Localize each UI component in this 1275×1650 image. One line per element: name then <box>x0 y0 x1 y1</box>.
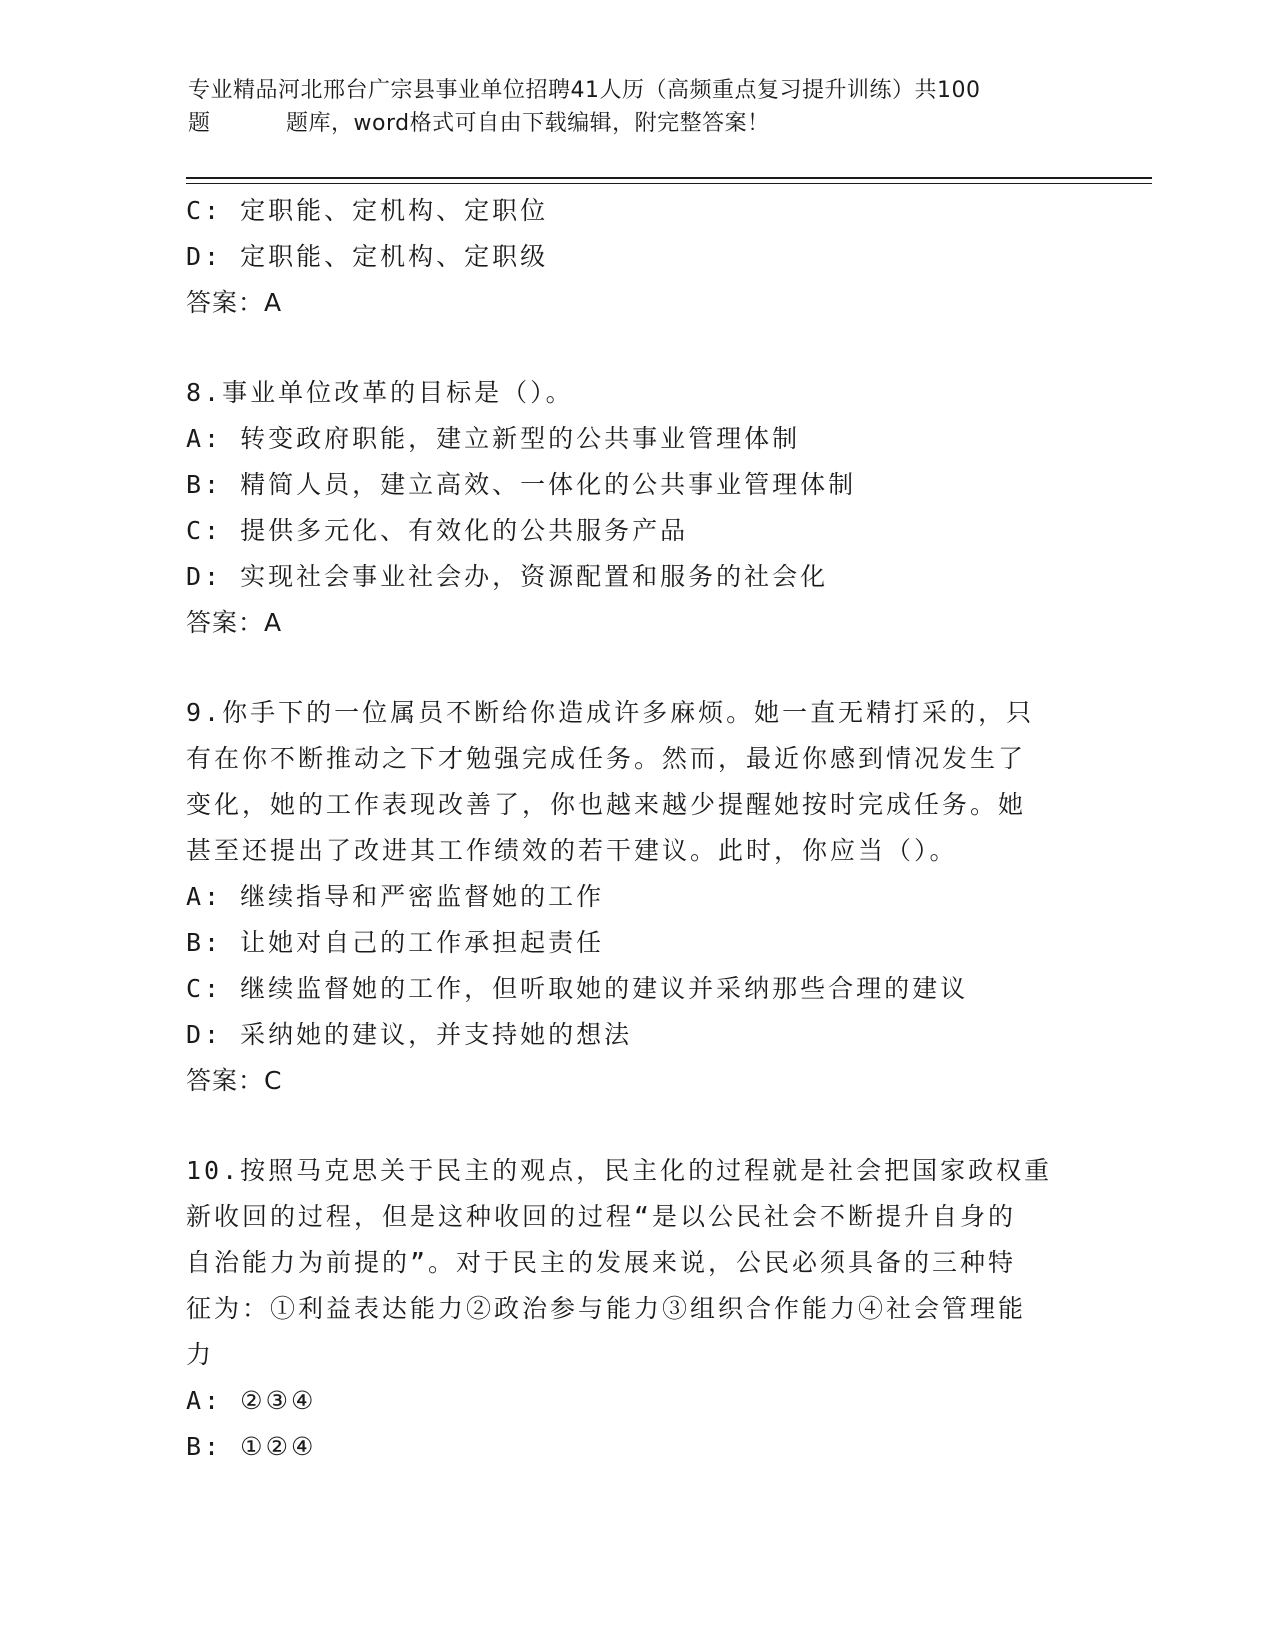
header-rule-thick <box>186 177 1152 179</box>
option-c: C: 提供多元化、有效化的公共服务产品 <box>186 516 689 545</box>
header-line-2-lead: 题 <box>188 111 211 136</box>
option-b: B: 精简人员，建立高效、一体化的公共事业管理体制 <box>186 470 857 499</box>
question-stem-line: 征为：①利益表达能力②政治参与能力③组织合作能力④社会管理能 <box>186 1294 1027 1323</box>
option-a: A: ②③④ <box>186 1386 317 1415</box>
option-c: C: 继续监督她的工作，但听取她的建议并采纳那些合理的建议 <box>186 974 969 1003</box>
question-stem-line: 甚至还提出了改进其工作绩效的若干建议。此时，你应当（）。 <box>186 836 958 865</box>
option-a: A: 转变政府职能，建立新型的公共事业管理体制 <box>186 424 801 453</box>
question-9 <box>186 690 1086 1104</box>
spacer <box>186 326 1086 370</box>
question-7-tail <box>186 188 1086 326</box>
answer: 答案：C <box>186 1066 283 1095</box>
answer: 答案：A <box>186 608 283 637</box>
question-stem: 8.事业单位改革的目标是（）。 <box>186 378 574 407</box>
document-body <box>186 188 1086 1470</box>
option-d: D: 实现社会事业社会办，资源配置和服务的社会化 <box>186 562 829 591</box>
option-b: B: 让她对自己的工作承担起责任 <box>186 928 605 957</box>
question-stem-line: 10.按照马克思关于民主的观点，民主化的过程就是社会把国家政权重 <box>186 1156 1053 1185</box>
spacer <box>186 646 1086 690</box>
question-stem-line: 有在你不断推动之下才勉强完成任务。然而，最近你感到情况发生了 <box>186 744 1027 773</box>
header-line-2-rest: 题库，word格式可自由下载编辑，附完整答案！ <box>286 111 770 136</box>
question-stem-line: 力 <box>186 1340 215 1369</box>
option-d: D: 采纳她的建议，并支持她的想法 <box>186 1020 633 1049</box>
header-line-1: 专业精品河北邢台广宗县事业单位招聘41人历（高频重点复习提升训练）共100 <box>188 78 981 103</box>
answer: 答案：A <box>186 288 283 317</box>
option-b: B: ①②④ <box>186 1432 317 1461</box>
header-rule-thin <box>186 183 1152 184</box>
option-c: C: 定职能、定机构、定职位 <box>186 196 549 225</box>
option-d: D: 定职能、定机构、定职级 <box>186 242 549 271</box>
question-stem-line: 变化，她的工作表现改善了，你也越来越少提醒她按时完成任务。她 <box>186 790 1027 819</box>
document-header <box>188 74 1088 140</box>
header-line-2 <box>188 107 1088 140</box>
option-a: A: 继续指导和严密监督她的工作 <box>186 882 605 911</box>
question-stem-line: 自治能力为前提的”。对于民主的发展来说，公民必须具备的三种特 <box>186 1248 1017 1277</box>
question-10 <box>186 1148 1086 1470</box>
question-stem-line: 新收回的过程，但是这种收回的过程“是以公民社会不断提升自身的 <box>186 1202 1017 1231</box>
question-stem-line: 9.你手下的一位属员不断给你造成许多麻烦。她一直无精打采的，只 <box>186 698 1035 727</box>
spacer <box>186 1104 1086 1148</box>
question-8 <box>186 370 1086 646</box>
